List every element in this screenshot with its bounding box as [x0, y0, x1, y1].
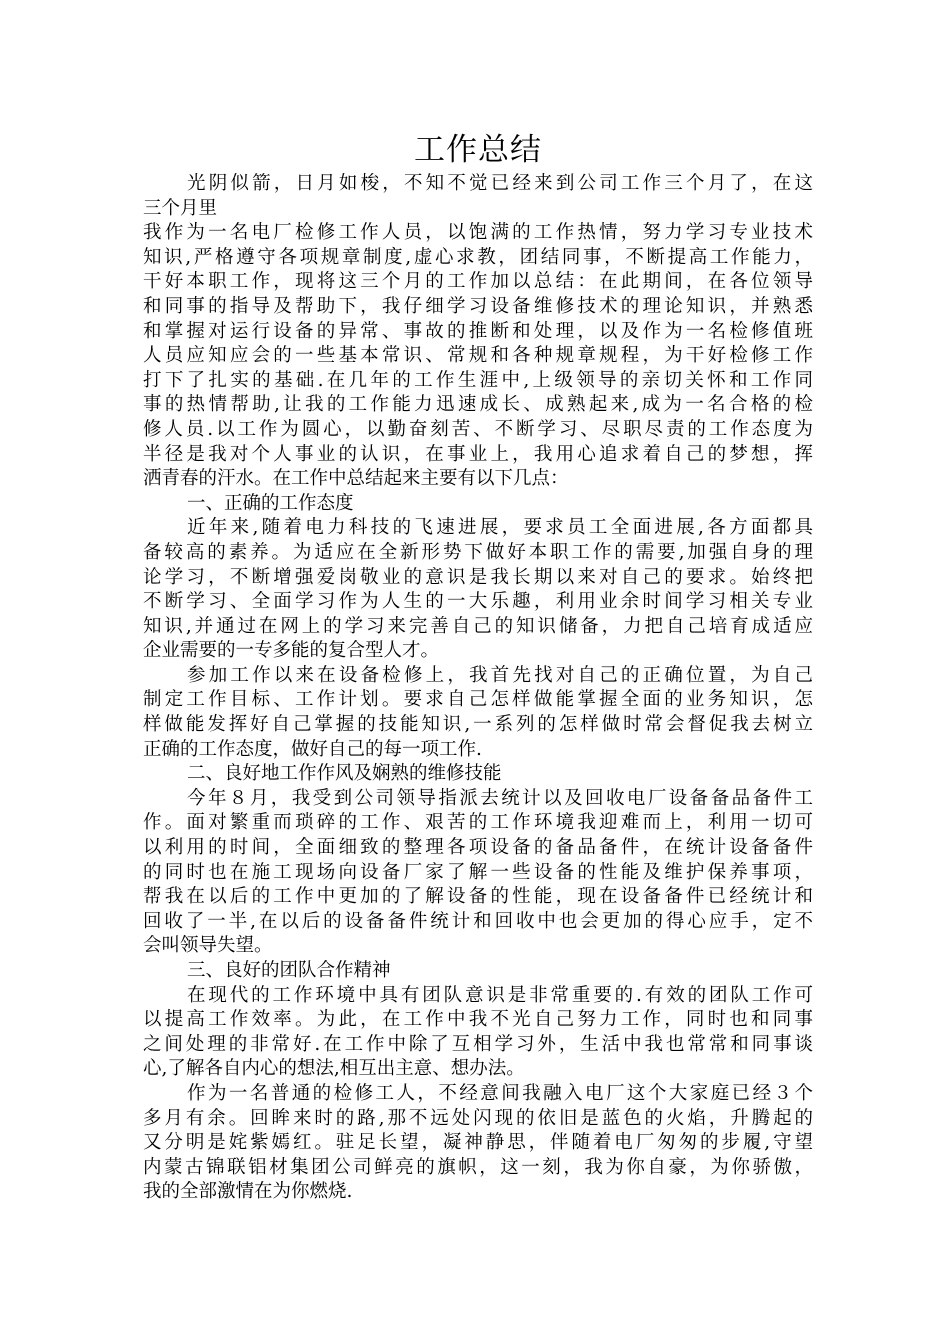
text-line: 不断学习、全面学习作为人生的一大乐趣，利用业余时间学习相关专业: [143, 591, 813, 613]
text-line: 和掌握对运行设备的异常、事故的推断和处理，以及作为一名检修值班: [143, 320, 813, 342]
text-line: 三、良好的团队合作精神: [187, 960, 391, 981]
text-line: 三个月里: [143, 197, 218, 219]
text-line: 以提高工作效率。为此，在工作中我不光自己努力工作，同时也和同事: [143, 1009, 813, 1031]
text-line: 又分明是姹紫嫣红。驻足长望，凝神静思，伴随着电厂匆匆的步履,守望: [143, 1132, 813, 1154]
text-line: 以利用的时间，全面细致的整理各项设备的备品备件，在统计设备备件: [143, 837, 813, 859]
text-line: 回收了一半,在以后的设备备件统计和回收中也会更加的得心应手，定不: [143, 910, 813, 932]
text-line: 我作为一名电厂检修工作人员，以饱满的工作热情，努力学习专业技术: [143, 222, 813, 244]
document-title: 工作总结: [414, 132, 542, 168]
text-line: 知识,并通过在网上的学习来完善自己的知识储备，力把自己培育成适应: [143, 615, 813, 637]
text-line: 人员应知应会的一些基本常识、常规和各种规章规程，为干好检修工作: [143, 345, 813, 367]
text-line: 一、正确的工作态度: [187, 492, 354, 514]
text-line: 论学习，不断增强爱岗敬业的意识是我长期以来对自己的要求。始终把: [143, 566, 813, 588]
text-line: 正确的工作态度，做好自己的每一项工作.: [143, 738, 482, 760]
text-line: 帮我在以后的工作中更加的了解设备的性能，现在设备备件已经统计和: [143, 886, 813, 908]
document-page: [143, 128, 813, 1205]
text-line: 打下了扎实的基础.在几年的工作生涯中,上级领导的亲切关怀和工作同: [143, 369, 813, 391]
text-line: 作为一名普通的检修工人，不经意间我融入电厂这个大家庭已经３个: [187, 1082, 813, 1104]
text-line: 制定工作目标、工作计划。要求自己怎样做能掌握全面的业务知识，怎: [143, 689, 813, 711]
text-line: 内蒙古锦联铝材集团公司鲜亮的旗帜，这一刻，我为你自豪，为你骄傲，: [143, 1156, 813, 1178]
text-line: 我的全部激情在为你燃烧.: [143, 1181, 353, 1203]
text-line: 光阴似箭，日月如梭，不知不觉已经来到公司工作三个月了，在这: [187, 173, 813, 194]
text-line: 修人员.以工作为圆心，以勤奋刻苦、不断学习、尽职尽责的工作态度为: [143, 418, 813, 440]
text-line: 样做能发挥好自己掌握的技能知识,一系列的怎样做时常会督促我去树立: [143, 714, 813, 736]
text-line: 心,了解各自内心的想法,相互出主意、想办法。: [143, 1058, 525, 1080]
text-line: 洒青春的汗水。在工作中总结起来主要有以下几点：: [143, 468, 569, 490]
text-line: 今年８月，我受到公司领导指派去统计以及回收电厂设备备品备件工: [187, 787, 813, 809]
text-line: 的同时也在施工现场向设备厂家了解一些设备的性能及维护保养事项，: [143, 861, 813, 883]
text-line: 之间处理的非常好.在工作中除了互相学习外，生活中我也常常和同事谈: [143, 1033, 813, 1055]
text-line: 在现代的工作环境中具有团队意识是非常重要的.有效的团队工作可: [187, 984, 813, 1006]
text-line: 备较高的素养。为适应在全新形势下做好本职工作的需要,加强自身的理: [143, 541, 813, 563]
text-line: 知识,严格遵守各项规章制度,虚心求教，团结同事，不断提高工作能力，: [143, 246, 813, 268]
text-line: 多月有余。回眸来时的路,那不远处闪现的依旧是蓝色的火焰，升腾起的: [143, 1107, 813, 1129]
text-line: 近年来,随着电力科技的飞速进展，要求员工全面进展,各方面都具: [187, 517, 813, 539]
text-line: 二、良好地工作作风及娴熟的维修技能: [187, 763, 502, 785]
text-line: 作。面对繁重而琐碎的工作、艰苦的工作环境我迎难而上，利用一切可: [143, 812, 813, 834]
text-line: 事的热情帮助,让我的工作能力迅速成长、成熟起来,成为一名合格的检: [143, 394, 813, 416]
text-line: 会叫领导失望。: [143, 935, 273, 957]
text-line: 企业需要的一专多能的复合型人才。: [143, 640, 440, 662]
text-line: 半径是我对个人事业的认识，在事业上，我用心追求着自己的梦想，挥: [143, 443, 813, 465]
text-line: 和同事的指导及帮助下，我仔细学习设备维修技术的理论知识，并熟悉: [143, 295, 813, 317]
text-line: 干好本职工作，现将这三个月的工作加以总结：在此期间，在各位领导: [143, 271, 813, 293]
text-line: 参加工作以来在设备检修上，我首先找对自己的正确位置，为自己: [187, 664, 813, 686]
document-body: [143, 172, 813, 1205]
